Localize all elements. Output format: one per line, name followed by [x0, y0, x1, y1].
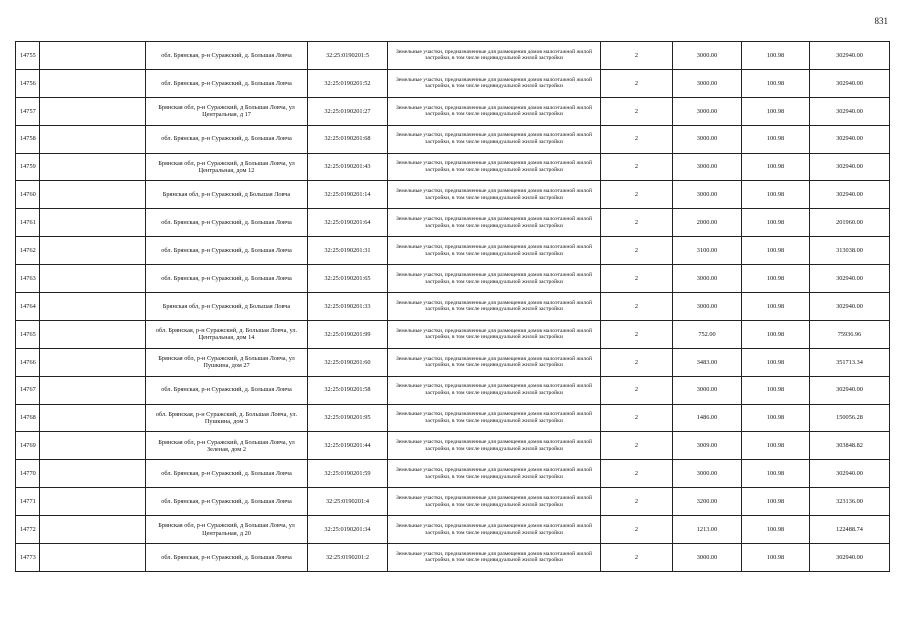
- group-cell: 2: [601, 237, 673, 265]
- group-cell: 2: [601, 293, 673, 321]
- group-cell: 2: [601, 404, 673, 432]
- area-cell: 3000.00: [673, 125, 742, 153]
- spacer-cell: [40, 69, 146, 97]
- table-row: [16, 404, 890, 432]
- group-cell: 2: [601, 432, 673, 460]
- table-row: [16, 293, 890, 321]
- area-cell: 3200.00: [673, 488, 742, 516]
- area-cell: 752.00: [673, 320, 742, 348]
- group-cell: 2: [601, 97, 673, 125]
- land-use-cell: Земельные участки, предназначенные для размещения домов малоэтажной жилой застройки, в том числе индивидуальной жилой застройки: [388, 237, 601, 265]
- group-cell: 2: [601, 460, 673, 488]
- land-use-cell: Земельные участки, предназначенные для размещения домов малоэтажной жилой застройки, в том числе индивидуальной жилой застройки: [388, 432, 601, 460]
- area-cell: 3000.00: [673, 42, 742, 70]
- record-number-cell: 14772: [16, 516, 40, 544]
- table-row: [16, 488, 890, 516]
- address-cell: обл. Брянская, р-н Суражский, д. Большая Ловча: [146, 69, 308, 97]
- cadastral-number-cell: 32:25:0190201:58: [308, 376, 388, 404]
- cadastral-number-cell: 32:25:0190201:52: [308, 69, 388, 97]
- area-cell: 3000.00: [673, 544, 742, 572]
- cadastral-value-cell: 75936.96: [810, 320, 890, 348]
- cadastral-value-cell: 313038.00: [810, 237, 890, 265]
- rate-cell: 100.98: [742, 516, 810, 544]
- record-number-cell: 14756: [16, 69, 40, 97]
- rate-cell: 100.98: [742, 97, 810, 125]
- area-cell: 1213.00: [673, 516, 742, 544]
- land-use-cell: Земельные участки, предназначенные для размещения домов малоэтажной жилой застройки, в том числе индивидуальной жилой застройки: [388, 153, 601, 181]
- spacer-cell: [40, 404, 146, 432]
- group-cell: 2: [601, 516, 673, 544]
- rate-cell: 100.98: [742, 125, 810, 153]
- spacer-cell: [40, 460, 146, 488]
- rate-cell: 100.98: [742, 348, 810, 376]
- land-use-cell: Земельные участки, предназначенные для размещения домов малоэтажной жилой застройки, в том числе индивидуальной жилой застройки: [388, 460, 601, 488]
- table-row: [16, 237, 890, 265]
- land-use-cell: Земельные участки, предназначенные для размещения домов малоэтажной жилой застройки, в том числе индивидуальной жилой застройки: [388, 544, 601, 572]
- record-number-cell: 14761: [16, 209, 40, 237]
- cadastral-value-cell: 302940.00: [810, 265, 890, 293]
- cadastral-number-cell: 32:25:0190201:27: [308, 97, 388, 125]
- cadastral-value-cell: 302940.00: [810, 376, 890, 404]
- cadastral-number-cell: 32:25:0190201:95: [308, 404, 388, 432]
- rate-cell: 100.98: [742, 237, 810, 265]
- rate-cell: 100.98: [742, 209, 810, 237]
- cadastral-value-cell: 201960.00: [810, 209, 890, 237]
- land-use-cell: Земельные участки, предназначенные для размещения домов малоэтажной жилой застройки, в том числе индивидуальной жилой застройки: [388, 97, 601, 125]
- land-use-cell: Земельные участки, предназначенные для размещения домов малоэтажной жилой застройки, в том числе индивидуальной жилой застройки: [388, 293, 601, 321]
- record-number-cell: 14773: [16, 544, 40, 572]
- cadastral-value-cell: 302940.00: [810, 181, 890, 209]
- rate-cell: 100.98: [742, 432, 810, 460]
- address-cell: Брянская обл, р-н Суражский, д Большая Ловча, ул Зеленая, дом 2: [146, 432, 308, 460]
- record-number-cell: 14760: [16, 181, 40, 209]
- record-number-cell: 14769: [16, 432, 40, 460]
- land-use-cell: Земельные участки, предназначенные для размещения домов малоэтажной жилой застройки, в том числе индивидуальной жилой застройки: [388, 125, 601, 153]
- record-number-cell: 14766: [16, 348, 40, 376]
- table-row: [16, 181, 890, 209]
- record-number-cell: 14764: [16, 293, 40, 321]
- cadastral-number-cell: 32:25:0190201:44: [308, 432, 388, 460]
- cadastral-value-cell: 150056.28: [810, 404, 890, 432]
- address-cell: Брянская обл, р-н Суражский, д Большая Ловча: [146, 293, 308, 321]
- table-body: [16, 42, 890, 572]
- rate-cell: 100.98: [742, 320, 810, 348]
- area-cell: 3000.00: [673, 69, 742, 97]
- record-number-cell: 14770: [16, 460, 40, 488]
- cadastral-value-cell: 302940.00: [810, 544, 890, 572]
- area-cell: 3000.00: [673, 181, 742, 209]
- record-number-cell: 14767: [16, 376, 40, 404]
- cadastral-number-cell: 32:25:0190201:14: [308, 181, 388, 209]
- cadastral-number-cell: 32:25:0190201:4: [308, 488, 388, 516]
- address-cell: обл. Брянская, р-н Суражский, д. Большая Ловча: [146, 544, 308, 572]
- cadastral-number-cell: 32:25:0190201:64: [308, 209, 388, 237]
- record-number-cell: 14758: [16, 125, 40, 153]
- land-use-cell: Земельные участки, предназначенные для размещения домов малоэтажной жилой застройки, в том числе индивидуальной жилой застройки: [388, 320, 601, 348]
- group-cell: 2: [601, 181, 673, 209]
- group-cell: 2: [601, 265, 673, 293]
- group-cell: 2: [601, 209, 673, 237]
- address-cell: Брянская обл, р-н Суражский, д Большая Ловча, ул Центральная, д 17: [146, 97, 308, 125]
- spacer-cell: [40, 293, 146, 321]
- address-cell: обл. Брянская, р-н Суражский, д. Большая Ловча: [146, 265, 308, 293]
- area-cell: 3000.00: [673, 376, 742, 404]
- area-cell: 3000.00: [673, 153, 742, 181]
- table-row: [16, 320, 890, 348]
- page-number: 831: [874, 16, 888, 26]
- group-cell: 2: [601, 544, 673, 572]
- spacer-cell: [40, 488, 146, 516]
- cadastral-value-cell: 302940.00: [810, 42, 890, 70]
- record-number-cell: 14765: [16, 320, 40, 348]
- address-cell: обл. Брянская, р-н Суражский, д. Большая Ловча: [146, 125, 308, 153]
- cadastral-value-table: [15, 41, 890, 572]
- spacer-cell: [40, 209, 146, 237]
- group-cell: 2: [601, 69, 673, 97]
- table-row: [16, 42, 890, 70]
- address-cell: обл. Брянская, р-н Суражский, д. Большая Ловча, ул. Пушкина, дом 3: [146, 404, 308, 432]
- address-cell: обл. Брянская, р-н Суражский, д. Большая Ловча: [146, 488, 308, 516]
- land-use-cell: Земельные участки, предназначенные для размещения домов малоэтажной жилой застройки, в том числе индивидуальной жилой застройки: [388, 42, 601, 70]
- spacer-cell: [40, 516, 146, 544]
- spacer-cell: [40, 97, 146, 125]
- spacer-cell: [40, 237, 146, 265]
- record-number-cell: 14759: [16, 153, 40, 181]
- group-cell: 2: [601, 153, 673, 181]
- land-use-cell: Земельные участки, предназначенные для размещения домов малоэтажной жилой застройки, в том числе индивидуальной жилой застройки: [388, 404, 601, 432]
- table-row: [16, 153, 890, 181]
- table-row: [16, 348, 890, 376]
- land-use-cell: Земельные участки, предназначенные для размещения домов малоэтажной жилой застройки, в том числе индивидуальной жилой застройки: [388, 69, 601, 97]
- cadastral-number-cell: 32:25:0190201:59: [308, 460, 388, 488]
- area-cell: 3000.00: [673, 293, 742, 321]
- table-row: [16, 97, 890, 125]
- address-cell: Брянская обл, р-н Суражский, д Большая Ловча: [146, 181, 308, 209]
- address-cell: Брянская обл, р-н Суражский, д Большая Ловча, ул Центральная, дом 12: [146, 153, 308, 181]
- spacer-cell: [40, 125, 146, 153]
- spacer-cell: [40, 265, 146, 293]
- area-cell: 3000.00: [673, 97, 742, 125]
- spacer-cell: [40, 544, 146, 572]
- group-cell: 2: [601, 42, 673, 70]
- area-cell: 3000.00: [673, 265, 742, 293]
- cadastral-value-cell: 302940.00: [810, 125, 890, 153]
- table-row: [16, 209, 890, 237]
- rate-cell: 100.98: [742, 544, 810, 572]
- table-row: [16, 460, 890, 488]
- address-cell: Брянская обл, р-н Суражский, д Большая Ловча, ул Центральная, д 20: [146, 516, 308, 544]
- cadastral-number-cell: 32:25:0190201:33: [308, 293, 388, 321]
- land-use-cell: Земельные участки, предназначенные для размещения домов малоэтажной жилой застройки, в том числе индивидуальной жилой застройки: [388, 376, 601, 404]
- area-cell: 3000.00: [673, 460, 742, 488]
- spacer-cell: [40, 153, 146, 181]
- table-row: [16, 125, 890, 153]
- land-use-cell: Земельные участки, предназначенные для размещения домов малоэтажной жилой застройки, в том числе индивидуальной жилой застройки: [388, 265, 601, 293]
- group-cell: 2: [601, 348, 673, 376]
- rate-cell: 100.98: [742, 265, 810, 293]
- address-cell: обл. Брянская, р-н Суражский, д. Большая Ловча: [146, 209, 308, 237]
- cadastral-number-cell: 32:25:0190201:31: [308, 237, 388, 265]
- cadastral-value-cell: 323136.00: [810, 488, 890, 516]
- cadastral-number-cell: 32:25:0190201:2: [308, 544, 388, 572]
- rate-cell: 100.98: [742, 488, 810, 516]
- cadastral-value-cell: 302940.00: [810, 153, 890, 181]
- record-number-cell: 14763: [16, 265, 40, 293]
- rate-cell: 100.98: [742, 404, 810, 432]
- address-cell: обл. Брянская, р-н Суражский, д. Большая Ловча: [146, 460, 308, 488]
- cadastral-number-cell: 32:25:0190201:65: [308, 265, 388, 293]
- spacer-cell: [40, 348, 146, 376]
- table-row: [16, 516, 890, 544]
- record-number-cell: 14762: [16, 237, 40, 265]
- group-cell: 2: [601, 125, 673, 153]
- land-use-cell: Земельные участки, предназначенные для размещения домов малоэтажной жилой застройки, в том числе индивидуальной жилой застройки: [388, 209, 601, 237]
- area-cell: 2000.00: [673, 209, 742, 237]
- group-cell: 2: [601, 488, 673, 516]
- spacer-cell: [40, 42, 146, 70]
- spacer-cell: [40, 432, 146, 460]
- rate-cell: 100.98: [742, 69, 810, 97]
- record-number-cell: 14771: [16, 488, 40, 516]
- area-cell: 3009.00: [673, 432, 742, 460]
- land-use-cell: Земельные участки, предназначенные для размещения домов малоэтажной жилой застройки, в том числе индивидуальной жилой застройки: [388, 516, 601, 544]
- cadastral-value-cell: 302940.00: [810, 69, 890, 97]
- cadastral-value-cell: 122488.74: [810, 516, 890, 544]
- address-cell: обл. Брянская, р-н Суражский, д. Большая Ловча: [146, 237, 308, 265]
- cadastral-number-cell: 32:25:0190201:5: [308, 42, 388, 70]
- cadastral-number-cell: 32:25:0190201:43: [308, 153, 388, 181]
- spacer-cell: [40, 320, 146, 348]
- cadastral-number-cell: 32:25:0190201:68: [308, 125, 388, 153]
- land-use-cell: Земельные участки, предназначенные для размещения домов малоэтажной жилой застройки, в том числе индивидуальной жилой застройки: [388, 488, 601, 516]
- spacer-cell: [40, 181, 146, 209]
- land-use-cell: Земельные участки, предназначенные для размещения домов малоэтажной жилой застройки, в том числе индивидуальной жилой застройки: [388, 348, 601, 376]
- cadastral-number-cell: 32:25:0190201:34: [308, 516, 388, 544]
- land-use-cell: Земельные участки, предназначенные для размещения домов малоэтажной жилой застройки, в том числе индивидуальной жилой застройки: [388, 181, 601, 209]
- record-number-cell: 14757: [16, 97, 40, 125]
- rate-cell: 100.98: [742, 460, 810, 488]
- cadastral-value-cell: 351713.34: [810, 348, 890, 376]
- cadastral-value-cell: 302940.00: [810, 460, 890, 488]
- address-cell: Брянская обл, р-н Суражский, д Большая Ловча, ул Пушкина, дом 27: [146, 348, 308, 376]
- table-row: [16, 544, 890, 572]
- group-cell: 2: [601, 320, 673, 348]
- address-cell: обл. Брянская, р-н Суражский, д. Большая Ловча: [146, 42, 308, 70]
- table-row: [16, 69, 890, 97]
- cadastral-value-cell: 303848.82: [810, 432, 890, 460]
- cadastral-number-cell: 32:25:0190201:99: [308, 320, 388, 348]
- record-number-cell: 14755: [16, 42, 40, 70]
- address-cell: обл. Брянская, р-н Суражский, д. Большая Ловча: [146, 376, 308, 404]
- spacer-cell: [40, 376, 146, 404]
- table-row: [16, 376, 890, 404]
- cadastral-value-cell: 302940.00: [810, 293, 890, 321]
- rate-cell: 100.98: [742, 293, 810, 321]
- table-row: [16, 432, 890, 460]
- group-cell: 2: [601, 376, 673, 404]
- rate-cell: 100.98: [742, 42, 810, 70]
- cadastral-number-cell: 32:25:0190201:60: [308, 348, 388, 376]
- area-cell: 1486.00: [673, 404, 742, 432]
- rate-cell: 100.98: [742, 153, 810, 181]
- rate-cell: 100.98: [742, 376, 810, 404]
- cadastral-value-cell: 302940.00: [810, 97, 890, 125]
- area-cell: 3483.00: [673, 348, 742, 376]
- address-cell: обл. Брянская, р-н Суражский, д. Большая Ловча, ул. Центральная, дом 14: [146, 320, 308, 348]
- record-number-cell: 14768: [16, 404, 40, 432]
- area-cell: 3100.00: [673, 237, 742, 265]
- rate-cell: 100.98: [742, 181, 810, 209]
- table-row: [16, 265, 890, 293]
